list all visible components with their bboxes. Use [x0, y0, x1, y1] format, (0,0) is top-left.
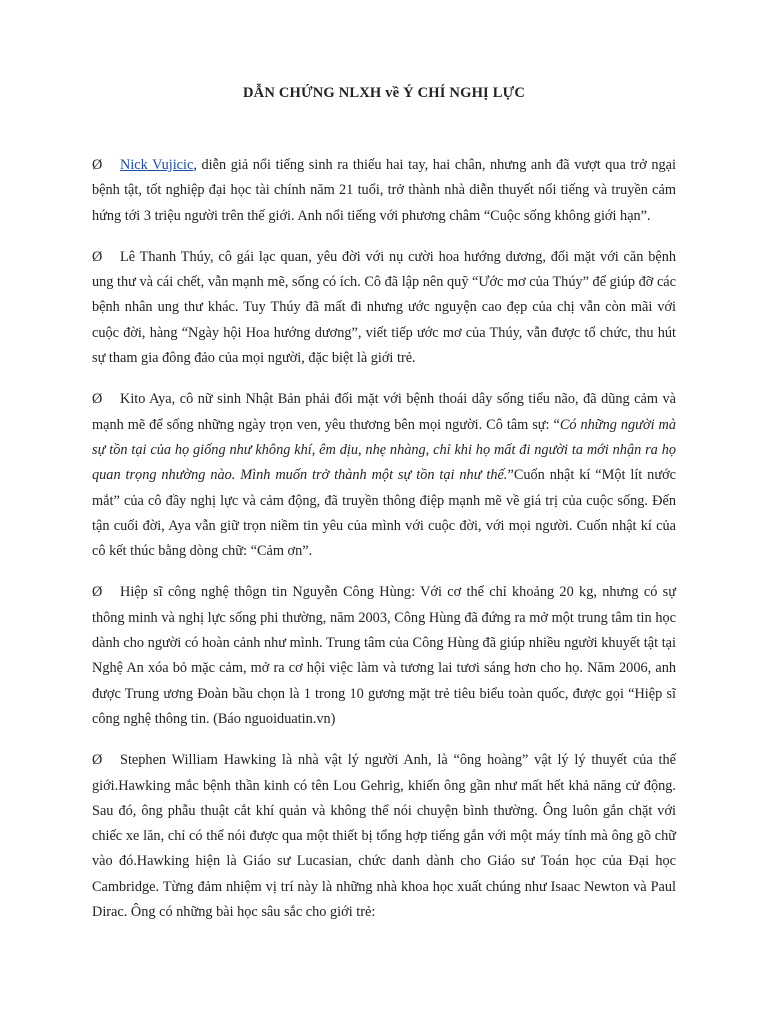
- paragraph-kito-aya: [92, 387, 676, 564]
- paragraph-nguyen-cong-hung: [92, 580, 676, 732]
- bullet-marker: Ø: [92, 584, 103, 601]
- paragraph-text-continued: ”Cuốn nhật kí “Một lít nước mắt” của cô đầy nghị lực và cảm động, đã truyền thông điệp mạnh mẽ về giá trị của cuộc sống. Đến tận cuối đời, Aya vẫn giữ trọn niềm tin yêu của mình với cuộc đời, với mọi người. Cuốn nhật kí của cô kết thúc bằng dòng chữ: “Cảm ơn”.: [92, 467, 676, 560]
- document-body: [92, 153, 676, 941]
- paragraph-text: , diễn giả nổi tiếng sinh ra thiếu hai tay, hai chân, nhưng anh đã vượt qua trở ngại bệnh tật, tốt nghiệp đại học tài chính năm 21 tuổi, trở thành nhà diễn thuyết nổi tiếng và truyền cảm hứng tới 3 triệu người trên thế giới. Anh nổi tiếng với phương châm “Cuộc sống không giới hạn”.: [92, 157, 676, 224]
- paragraph-text: Kito Aya, cô nữ sinh Nhật Bản phải đối mặt với bệnh thoái dây sống tiểu não, đã dũng cảm và mạnh mẽ để sống những ngày trọn ven, yêu thương bên mọi người. Cô tâm sự: “: [92, 391, 676, 433]
- bullet-marker: Ø: [92, 391, 103, 408]
- bullet-marker: Ø: [92, 157, 103, 173]
- document-title: DẪN CHỨNG NLXH về Ý CHÍ NGHỊ LỰC: [242, 85, 526, 101]
- paragraph-nick-vujicic: [92, 153, 676, 229]
- paragraph-text: Stephen William Hawking là nhà vật lý người Anh, là “ông hoàng” vật lý lý thuyết của thế giới.Hawking mắc bệnh thần kinh có tên Lou Gehrig, khiến ông gần như mất hết khả năng cử động. Sau đó, ông phẫu thuật cắt khí quản và không thể nói chuyện bình thường. Ông luôn gắn chặt với chiếc xe lăn, chỉ có thể nói được qua một thiết bị tổng hợp tiếng gắn với một máy tính mà ông gõ chữ vào đó.Hawking hiện là Giáo sư Lucasian, chức danh dành cho Giáo sư Toán học của Đại học Cambridge. Từng đảm nhiệm vị trí này là những nhà khoa học xuất chúng như Isaac Newton và Paul Dirac. Ông có những bài học sâu sắc cho giới trẻ:: [92, 752, 676, 921]
- bullet-marker: Ø: [92, 752, 103, 769]
- bullet-marker: Ø: [92, 248, 103, 265]
- paragraph-stephen-hawking: [92, 748, 676, 925]
- paragraph-text: Lê Thanh Thúy, cô gái lạc quan, yêu đời với nụ cười hoa hướng dương, đối mặt với căn bệnh ung thư và cái chết, vẫn mạnh mẽ, sống có ích. Cô đã lập nên quỹ “Ước mơ của Thúy” để giúp đỡ các bệnh nhân ung thư khác. Tuy Thúy đã mất đi nhưng ước nguyện cao đẹp của chị vẫn còn mãi với cuộc đời, hàng “Ngày hội Hoa hướng dương”, viết tiếp ước mơ của Thúy, vẫn được tổ chức, thu hút sự tham gia đông đảo của mọi người, đặc biệt là giới trẻ.: [92, 248, 676, 367]
- paragraph-text: Hiệp sĩ công nghệ thôgn tin Nguyễn Công Hùng: Với cơ thể chỉ khoảng 20 kg, nhưng có sự thông minh và nghị lực sống phi thường, năm 2003, Công Hùng đã đứng ra mở một trung tâm tin học dành cho người có hoàn cảnh như mình. Trung tâm của Công Hùng đã giúp nhiều người khuyết tật tại Nghệ An xóa bỏ mặc cảm, mở ra cơ hội việc làm và tương lai tươi sáng hơn cho họ. Năm 2006, anh được Trung ương Đoàn bầu chọn là 1 trong 10 gương mặt trẻ tiêu biểu toàn quốc, được gọi “Hiệp sĩ công nghệ thông tin. (Báo nguoiduatin.vn): [92, 584, 676, 727]
- quote-italic: Có những người mà sự tồn tại của họ giống như không khí, êm dịu, nhẹ nhàng, chỉ khi họ mất đi người ta mới nhận ra họ quan trọng nhường nào. Mình muốn trở thành một sự tồn tại như thế.: [92, 416, 676, 484]
- paragraph-le-thanh-thuy: [92, 245, 676, 371]
- nick-vujicic-link[interactable]: Nick Vujicic: [120, 157, 194, 173]
